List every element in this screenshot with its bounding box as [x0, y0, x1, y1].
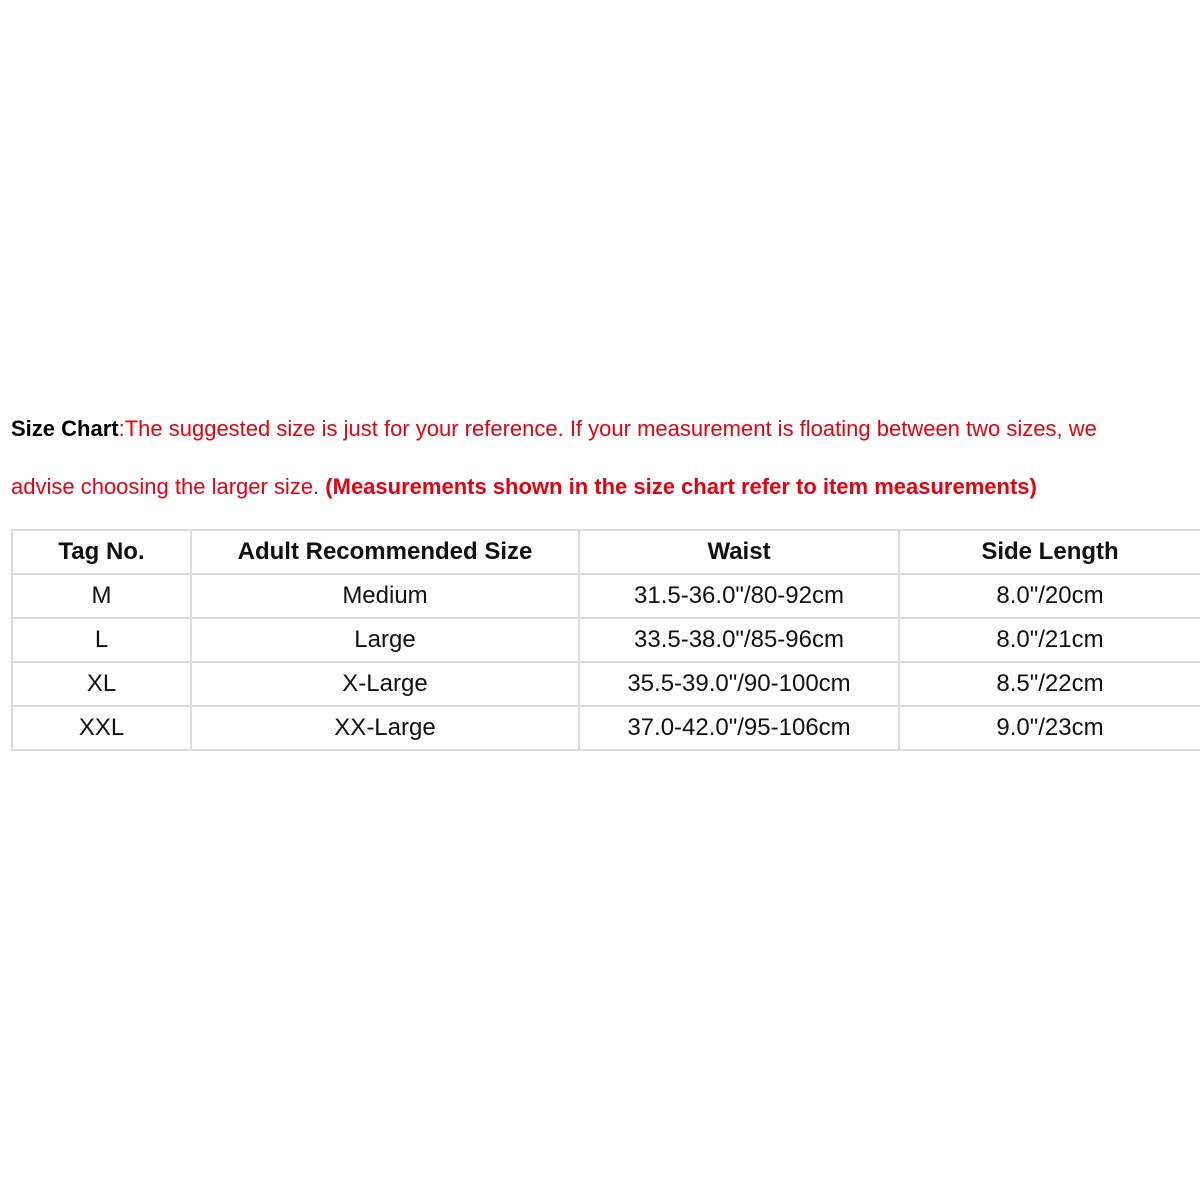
- cell-tag-no: XL: [12, 662, 191, 706]
- header-waist: Waist: [579, 530, 899, 574]
- cell-recommended-size: X-Large: [191, 662, 579, 706]
- separator: :: [118, 416, 125, 441]
- cell-tag-no: M: [12, 574, 191, 618]
- table-row: [12, 662, 1200, 706]
- table-header-row: [12, 530, 1200, 574]
- cell-recommended-size: Medium: [191, 574, 579, 618]
- cell-waist: 31.5-36.0"/80-92cm: [579, 574, 899, 618]
- cell-side-length: 8.0"/21cm: [899, 618, 1200, 662]
- measurement-note: (Measurements shown in the size chart refer to item measurements): [325, 474, 1037, 499]
- table-row: [12, 706, 1200, 750]
- cell-waist: 37.0-42.0"/95-106cm: [579, 706, 899, 750]
- table-row: [12, 618, 1200, 662]
- cell-recommended-size: Large: [191, 618, 579, 662]
- cell-waist: 33.5-38.0"/85-96cm: [579, 618, 899, 662]
- size-table: [11, 529, 1200, 751]
- cell-recommended-size: XX-Large: [191, 706, 579, 750]
- note-text-2: advise choosing the larger size.: [11, 474, 326, 499]
- header-tag-no: Tag No.: [12, 530, 191, 574]
- header-recommended-size: Adult Recommended Size: [191, 530, 579, 574]
- size-chart-note-line2: [11, 474, 1196, 500]
- cell-tag-no: XXL: [12, 706, 191, 750]
- cell-side-length: 8.0"/20cm: [899, 574, 1200, 618]
- table-row: [12, 574, 1200, 618]
- note-text: The suggested size is just for your reference. If your measurement is floating between two sizes, we: [124, 416, 1097, 441]
- cell-tag-no: L: [12, 618, 191, 662]
- header-side-length: Side Length: [899, 530, 1200, 574]
- cell-side-length: 8.5"/22cm: [899, 662, 1200, 706]
- cell-side-length: 9.0"/23cm: [899, 706, 1200, 750]
- size-chart-note-line1: [11, 416, 1196, 442]
- cell-waist: 35.5-39.0"/90-100cm: [579, 662, 899, 706]
- size-chart-label: Size Chart: [11, 416, 119, 441]
